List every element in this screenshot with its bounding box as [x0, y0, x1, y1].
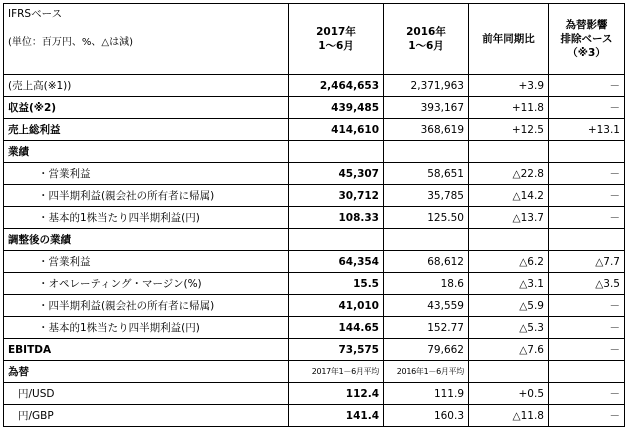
value-yoy: +11.8: [469, 97, 549, 119]
row-label: (売上高(※1)): [4, 75, 289, 97]
value-fx: －: [549, 75, 625, 97]
value-yoy: +12.5: [469, 119, 549, 141]
value-fx: －: [549, 185, 625, 207]
value-2016: 125.50: [384, 207, 469, 229]
header-label-cell: [4, 4, 289, 75]
table-row: [4, 317, 625, 339]
value-2017: 141.4: [289, 405, 384, 427]
value-fx: －: [549, 207, 625, 229]
section-title: 為替: [4, 361, 289, 383]
value-yoy: △5.3: [469, 317, 549, 339]
row-label: ・四半期利益(親会社の所有者に帰属): [4, 295, 289, 317]
value-yoy: △13.7: [469, 207, 549, 229]
row-label: ・基本的1株当たり四半期利益(円): [4, 207, 289, 229]
value-fx: －: [549, 383, 625, 405]
unit-note: (単位：百万円、%、△は減): [8, 37, 133, 48]
value-fx: －: [549, 97, 625, 119]
row-label: ・営業利益: [4, 163, 289, 185]
value-yoy: △7.6: [469, 339, 549, 361]
value-fx: +13.1: [549, 119, 625, 141]
table-row: [4, 163, 625, 185]
value-2016: 58,651: [384, 163, 469, 185]
value-2016: 79,662: [384, 339, 469, 361]
value-2017: 414,610: [289, 119, 384, 141]
value-2017: 439,485: [289, 97, 384, 119]
value-fx: －: [549, 317, 625, 339]
value-2016: 393,167: [384, 97, 469, 119]
value-2016: 43,559: [384, 295, 469, 317]
value-fx: －: [549, 405, 625, 427]
ebitda-row: [4, 339, 625, 361]
section-header-fx: [4, 361, 625, 383]
row-label: EBITDA: [4, 339, 289, 361]
value-yoy: △11.8: [469, 405, 549, 427]
table-row: [4, 75, 625, 97]
row-label: 売上総利益: [4, 119, 289, 141]
table-row: [4, 97, 625, 119]
value-yoy: +3.9: [469, 75, 549, 97]
row-label: 収益(※2): [4, 97, 289, 119]
header-2017: 2017年 1～6月: [289, 4, 384, 75]
value-fx: △3.5: [549, 273, 625, 295]
table-row: [4, 383, 625, 405]
value-2017: 108.33: [289, 207, 384, 229]
value-2017: 30,712: [289, 185, 384, 207]
value-fx: △7.7: [549, 251, 625, 273]
value-2017: 64,354: [289, 251, 384, 273]
value-2017: 144.65: [289, 317, 384, 339]
value-2016: 160.3: [384, 405, 469, 427]
value-2017: 112.4: [289, 383, 384, 405]
row-label: ・営業利益: [4, 251, 289, 273]
table-row: [4, 185, 625, 207]
table-row: [4, 405, 625, 427]
value-2016: 152.77: [384, 317, 469, 339]
value-yoy: △14.2: [469, 185, 549, 207]
value-2017: 73,575: [289, 339, 384, 361]
table-row: [4, 273, 625, 295]
section-title: 調整後の業績: [4, 229, 289, 251]
section-header-results: [4, 141, 625, 163]
financial-summary-table: [3, 3, 625, 427]
value-yoy: +0.5: [469, 383, 549, 405]
row-label: ・基本的1株当たり四半期利益(円): [4, 317, 289, 339]
value-2016: 2,371,963: [384, 75, 469, 97]
value-2017: 15.5: [289, 273, 384, 295]
avg-note-2017: 2017年1－6月平均: [289, 361, 384, 383]
table-row: [4, 207, 625, 229]
value-yoy: △3.1: [469, 273, 549, 295]
table-row: [4, 251, 625, 273]
value-2016: 111.9: [384, 383, 469, 405]
header-fx-excluded: 為替影響 排除ベース （※3）: [549, 4, 625, 75]
section-title: 業績: [4, 141, 289, 163]
value-fx: －: [549, 163, 625, 185]
section-header-adjusted: [4, 229, 625, 251]
row-label: ・四半期利益(親会社の所有者に帰属): [4, 185, 289, 207]
value-2016: 368,619: [384, 119, 469, 141]
value-2017: 45,307: [289, 163, 384, 185]
value-2017: 41,010: [289, 295, 384, 317]
table-title: IFRSベース: [8, 8, 63, 20]
value-2016: 68,612: [384, 251, 469, 273]
value-yoy: △22.8: [469, 163, 549, 185]
header-row: [4, 4, 625, 75]
value-yoy: △5.9: [469, 295, 549, 317]
value-yoy: △6.2: [469, 251, 549, 273]
row-label: 円/GBP: [4, 405, 289, 427]
table-row: [4, 119, 625, 141]
table-row: [4, 295, 625, 317]
header-yoy: 前年同期比: [469, 4, 549, 75]
value-fx: －: [549, 295, 625, 317]
row-label: ・オペレーティング・マージン(%): [4, 273, 289, 295]
row-label: 円/USD: [4, 383, 289, 405]
header-2016: 2016年 1～6月: [384, 4, 469, 75]
value-2016: 18.6: [384, 273, 469, 295]
value-2016: 35,785: [384, 185, 469, 207]
value-2017: 2,464,653: [289, 75, 384, 97]
avg-note-2016: 2016年1－6月平均: [384, 361, 469, 383]
value-fx: －: [549, 339, 625, 361]
